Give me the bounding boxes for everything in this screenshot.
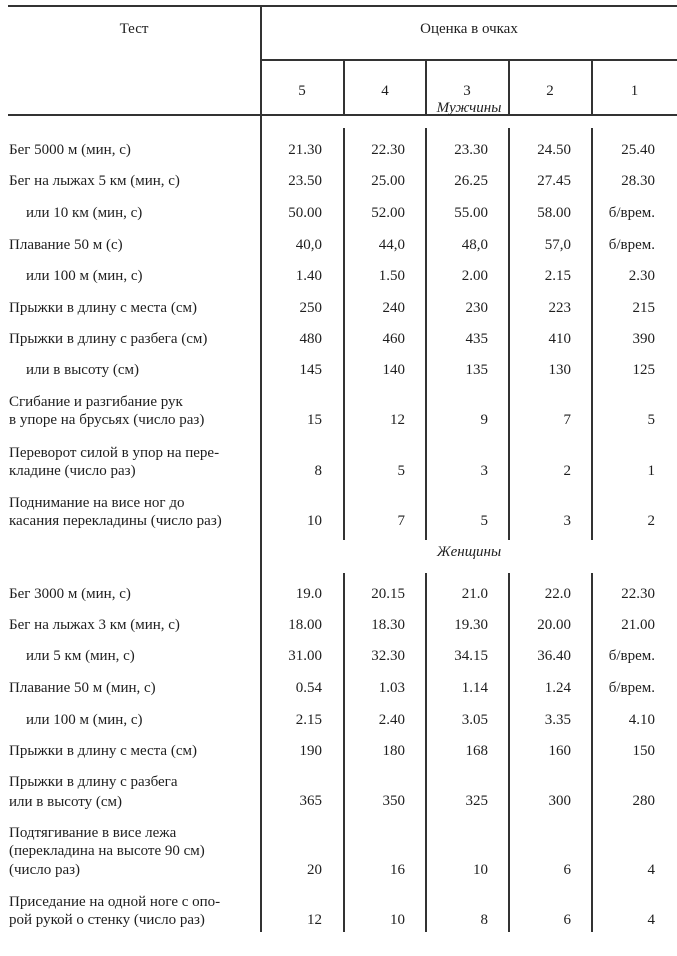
score-cell: 300: [548, 793, 571, 809]
column-divider: [425, 128, 427, 540]
test-label: или 10 км (мин, с): [26, 205, 143, 221]
score-cell: 7: [563, 412, 571, 428]
score-cell: 2.40: [378, 712, 405, 728]
test-label: (перекладина на высоте 90 см): [9, 843, 205, 859]
score-cell: 22.0: [544, 586, 571, 602]
score-cell: 190: [299, 743, 322, 759]
test-label: Прыжки в длину с разбега (см): [9, 331, 208, 347]
score-cell: 160: [548, 743, 571, 759]
score-cell: 31.00: [288, 648, 322, 664]
score-cell: 8: [314, 463, 322, 479]
score-cell: 2.00: [461, 268, 488, 284]
score-cell: 6: [563, 862, 571, 878]
score-cell: 5: [647, 412, 655, 428]
score-cell: 18.00: [288, 617, 322, 633]
score-cell: 26.25: [454, 173, 488, 189]
score-cell: 10: [307, 513, 322, 529]
score-cell: 240: [382, 300, 405, 316]
score-cell: б/врем.: [608, 205, 655, 221]
score-cell: 4: [647, 862, 655, 878]
test-label: или 100 м (мин, с): [26, 268, 143, 284]
score-cell: 1.24: [544, 680, 571, 696]
score-cell: 18.30: [371, 617, 405, 633]
score-cell: 10: [473, 862, 488, 878]
column-divider: [343, 573, 345, 932]
score-cell: 410: [548, 331, 571, 347]
score-cell: 1.40: [295, 268, 322, 284]
column-divider: [508, 573, 510, 932]
column-divider: [425, 573, 427, 932]
test-label: Сгибание и разгибание рук: [9, 394, 183, 410]
score-cell: 230: [465, 300, 488, 316]
score-cell: б/врем.: [608, 680, 655, 696]
score-cell: 12: [390, 412, 405, 428]
score-cell: 19.0: [295, 586, 322, 602]
score-cell: 8: [480, 912, 488, 928]
score-cell: 23.30: [454, 142, 488, 158]
score-cell: 168: [465, 743, 488, 759]
points-header: 5: [298, 83, 306, 99]
score-cell: 215: [632, 300, 655, 316]
score-cell: 24.50: [537, 142, 571, 158]
score-cell: 52.00: [371, 205, 405, 221]
score-cell: 2.15: [544, 268, 571, 284]
score-cell: 25.40: [621, 142, 655, 158]
score-cell: 21.30: [288, 142, 322, 158]
score-cell: 5: [397, 463, 405, 479]
score-cell: 57,0: [544, 237, 571, 253]
score-cell: 25.00: [371, 173, 405, 189]
score-cell: 365: [299, 793, 322, 809]
score-cell: 0.54: [295, 680, 322, 696]
points-header: 1: [630, 83, 639, 99]
score-cell: 250: [299, 300, 322, 316]
score-cell: 10: [390, 912, 405, 928]
test-label: Плавание 50 м (с): [9, 237, 123, 253]
score-cell: 4: [647, 912, 655, 928]
score-cell: 9: [480, 412, 488, 428]
score-cell: б/врем.: [608, 237, 655, 253]
test-label: рой рукой о стенку (число раз): [9, 912, 205, 928]
test-label: Поднимание на висе ног до: [9, 495, 185, 511]
test-label: или 5 км (мин, с): [26, 648, 135, 664]
score-cell: 32.30: [371, 648, 405, 664]
test-label: или 100 м (мин, с): [26, 712, 143, 728]
score-cell: 40,0: [295, 237, 322, 253]
score-cell: 135: [465, 362, 488, 378]
column-divider: [591, 128, 593, 540]
score-cell: 48,0: [461, 237, 488, 253]
score-cell: 7: [397, 513, 405, 529]
test-label: или в высоту (см): [9, 794, 122, 810]
score-cell: 50.00: [288, 205, 322, 221]
section-men-title: Мужчины: [436, 100, 502, 116]
test-label: Плавание 50 м (мин, с): [9, 680, 156, 696]
score-cell: 22.30: [371, 142, 405, 158]
score-cell: 20: [307, 862, 322, 878]
score-cell: 1: [647, 463, 655, 479]
test-label: касания перекладины (число раз): [9, 513, 222, 529]
column-divider: [343, 128, 345, 540]
score-cell: 1.50: [378, 268, 405, 284]
test-label: Бег 3000 м (мин, с): [9, 586, 131, 602]
score-cell: 20.00: [537, 617, 571, 633]
score-cell: 480: [299, 331, 322, 347]
table-top-rule: [8, 5, 677, 7]
points-header: 4: [381, 83, 389, 99]
score-cell: 150: [632, 743, 655, 759]
score-cell: 21.00: [621, 617, 655, 633]
score-cell: 3: [480, 463, 488, 479]
score-cell: 58.00: [537, 205, 571, 221]
test-label: Переворот силой в упор на пере-: [9, 445, 220, 461]
test-label: (число раз): [9, 862, 81, 878]
score-cell: 3.05: [461, 712, 488, 728]
test-label: Бег на лыжах 3 км (мин, с): [9, 617, 180, 633]
score-cell: 34.15: [454, 648, 488, 664]
score-cell: 350: [382, 793, 405, 809]
points-header: 2: [546, 83, 554, 99]
test-label: в упоре на брусьях (число раз): [9, 412, 205, 428]
test-label: Бег 5000 м (мин, с): [9, 142, 131, 158]
score-cell: 125: [632, 362, 655, 378]
score-cell: 27.45: [537, 173, 571, 189]
score-cell: 180: [382, 743, 405, 759]
score-cell: 280: [632, 793, 655, 809]
score-cell: 140: [382, 362, 405, 378]
column-divider: [508, 128, 510, 540]
test-label: Подтягивание в висе лежа: [9, 825, 177, 841]
score-cell: 145: [299, 362, 322, 378]
score-cell: 460: [382, 331, 405, 347]
score-cell: 2.30: [628, 268, 655, 284]
score-cell: 44,0: [378, 237, 405, 253]
section-women-title: Женщины: [436, 544, 502, 560]
score-cell: 390: [632, 331, 655, 347]
score-cell: 435: [465, 331, 488, 347]
test-label: или в высоту (см): [26, 362, 139, 378]
score-cell: 21.0: [461, 586, 488, 602]
test-column-header: Тест: [119, 21, 149, 37]
score-cell: 12: [307, 912, 322, 928]
test-label: Прыжки в длину с места (см): [9, 743, 197, 759]
score-cell: 20.15: [371, 586, 405, 602]
score-cell: 1.03: [378, 680, 405, 696]
score-header-rule: [261, 59, 677, 61]
score-cell: 1.14: [461, 680, 488, 696]
test-label: Прыжки в длину с места (см): [9, 300, 197, 316]
score-cell: 325: [465, 793, 488, 809]
score-cell: 2: [563, 463, 571, 479]
score-cell: 16: [390, 862, 405, 878]
test-label: Бег на лыжах 5 км (мин, с): [9, 173, 180, 189]
score-cell: 28.30: [621, 173, 655, 189]
score-cell: 6: [563, 912, 571, 928]
score-cell: 55.00: [454, 205, 488, 221]
score-cell: б/врем.: [608, 648, 655, 664]
score-cell: 23.50: [288, 173, 322, 189]
score-cell: 5: [480, 513, 488, 529]
score-cell: 3: [563, 513, 571, 529]
score-cell: 15: [307, 412, 322, 428]
score-cell: 36.40: [537, 648, 571, 664]
score-cell: 130: [548, 362, 571, 378]
test-label: кладине (число раз): [9, 463, 136, 479]
score-cell: 223: [548, 300, 571, 316]
score-cell: 2.15: [295, 712, 322, 728]
column-divider: [591, 573, 593, 932]
score-cell: 2: [647, 513, 655, 529]
score-cell: 22.30: [621, 586, 655, 602]
points-header: 3: [463, 83, 471, 99]
test-label: Приседание на одной ноге с опо-: [9, 894, 221, 910]
score-column-header: Оценка в очках: [420, 21, 518, 37]
score-cell: 4.10: [628, 712, 655, 728]
score-cell: 3.35: [544, 712, 571, 728]
test-label: Прыжки в длину с разбега: [9, 774, 178, 790]
score-cell: 19.30: [454, 617, 488, 633]
